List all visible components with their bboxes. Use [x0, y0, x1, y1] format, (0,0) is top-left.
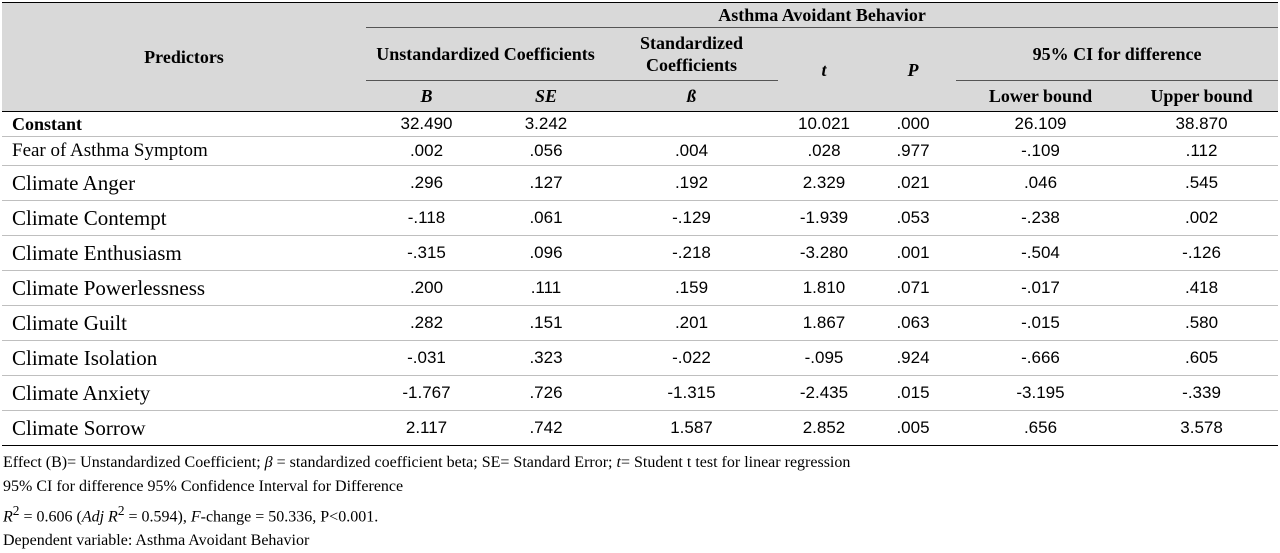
- cell-t: 2.852: [778, 411, 870, 446]
- table-row: [2, 236, 1278, 271]
- cell-lower: -3.195: [956, 376, 1125, 411]
- cell-t: 1.867: [778, 306, 870, 341]
- predictor-name: Climate Isolation: [2, 341, 366, 376]
- standardized-header: Standardized Coefficients: [605, 28, 778, 81]
- table-row: [2, 201, 1278, 236]
- cell-se: .726: [487, 376, 605, 411]
- note-line-3: $R^2 = 0.606$ (Adj $R^2 = 0.594$), F-change = 50.336, P<0.001.: [3, 503, 379, 526]
- cell-beta: -.218: [605, 236, 778, 271]
- table-row: [2, 341, 1278, 376]
- cell-lower: -.666: [956, 341, 1125, 376]
- cell-se: .111: [487, 271, 605, 306]
- cell-upper: 38.870: [1125, 112, 1278, 137]
- predictor-name: Climate Powerlessness: [2, 271, 366, 306]
- table-row: [2, 112, 1278, 137]
- cell-beta: -.022: [605, 341, 778, 376]
- cell-lower: 26.109: [956, 112, 1125, 137]
- cell-t: 10.021: [778, 112, 870, 137]
- cell-beta: [605, 112, 778, 137]
- cell-upper: 3.578: [1125, 411, 1278, 446]
- cell-p: .015: [870, 376, 956, 411]
- cell-lower: .046: [956, 166, 1125, 201]
- cell-se: .151: [487, 306, 605, 341]
- note-line-1: Effect (B)= Unstandardized Coefficient; β = standardized coefficient beta; SE= Standard Error; t= Student t test for linear regression: [3, 454, 851, 471]
- cell-t: 1.810: [778, 271, 870, 306]
- cell-beta: -1.315: [605, 376, 778, 411]
- b-header: B: [366, 81, 487, 112]
- cell-t: -2.435: [778, 376, 870, 411]
- unstandardized-header: Unstandardized Coefficients: [366, 28, 605, 81]
- cell-se: .323: [487, 341, 605, 376]
- table-row: [2, 376, 1278, 411]
- cell-beta: 1.587: [605, 411, 778, 446]
- predictor-name: Constant: [2, 112, 366, 137]
- cell-b: 2.117: [366, 411, 487, 446]
- cell-lower: -.109: [956, 137, 1125, 166]
- cell-p: .001: [870, 236, 956, 271]
- predictor-name: Climate Anxiety: [2, 376, 366, 411]
- table-row: [2, 411, 1278, 446]
- se-header: SE: [487, 81, 605, 112]
- cell-beta: .192: [605, 166, 778, 201]
- cell-se: 3.242: [487, 112, 605, 137]
- cell-b: -1.767: [366, 376, 487, 411]
- cell-lower: -.238: [956, 201, 1125, 236]
- note-line-4: Dependent variable: Asthma Avoidant Behavior: [3, 532, 310, 550]
- cell-upper: .002: [1125, 201, 1278, 236]
- cell-lower: -.017: [956, 271, 1125, 306]
- predictor-name: Climate Contempt: [2, 201, 366, 236]
- cell-p: .005: [870, 411, 956, 446]
- table-row: [2, 166, 1278, 201]
- cell-b: -.031: [366, 341, 487, 376]
- ci-header: 95% CI for difference: [956, 28, 1278, 81]
- cell-t: -3.280: [778, 236, 870, 271]
- predictors-header: Predictors: [2, 3, 366, 112]
- cell-t: -.095: [778, 341, 870, 376]
- cell-upper: .545: [1125, 166, 1278, 201]
- cell-lower: .656: [956, 411, 1125, 446]
- cell-beta: .004: [605, 137, 778, 166]
- cell-p: .924: [870, 341, 956, 376]
- regression-table-container: [2, 2, 1278, 446]
- cell-t: 2.329: [778, 166, 870, 201]
- cell-beta: .201: [605, 306, 778, 341]
- cell-b: .296: [366, 166, 487, 201]
- cell-se: .056: [487, 137, 605, 166]
- cell-se: .742: [487, 411, 605, 446]
- cell-upper: -.126: [1125, 236, 1278, 271]
- cell-p: .000: [870, 112, 956, 137]
- beta-header: ß: [605, 81, 778, 112]
- predictor-name: Climate Sorrow: [2, 411, 366, 446]
- cell-upper: .605: [1125, 341, 1278, 376]
- cell-se: .061: [487, 201, 605, 236]
- cell-upper: .580: [1125, 306, 1278, 341]
- cell-p: .053: [870, 201, 956, 236]
- cell-se: .127: [487, 166, 605, 201]
- cell-t: .028: [778, 137, 870, 166]
- predictor-name: Climate Enthusiasm: [2, 236, 366, 271]
- p-header: P: [870, 28, 956, 112]
- note-line-2: 95% CI for difference 95% Confidence Interval for Difference: [3, 478, 404, 495]
- cell-b: 32.490: [366, 112, 487, 137]
- cell-upper: .418: [1125, 271, 1278, 306]
- upper-bound-header: Upper bound: [1125, 81, 1278, 112]
- cell-b: -.315: [366, 236, 487, 271]
- table-row: [2, 271, 1278, 306]
- predictor-name: Fear of Asthma Symptom: [2, 137, 366, 166]
- table-notes: [3, 451, 850, 553]
- cell-b: .200: [366, 271, 487, 306]
- lower-bound-header: Lower bound: [956, 81, 1125, 112]
- group-header: Asthma Avoidant Behavior: [366, 3, 1278, 28]
- t-header: t: [778, 28, 870, 112]
- cell-upper: -.339: [1125, 376, 1278, 411]
- cell-beta: .159: [605, 271, 778, 306]
- cell-p: .071: [870, 271, 956, 306]
- cell-b: -.118: [366, 201, 487, 236]
- cell-beta: -.129: [605, 201, 778, 236]
- cell-p: .021: [870, 166, 956, 201]
- cell-lower: -.015: [956, 306, 1125, 341]
- cell-b: .002: [366, 137, 487, 166]
- predictor-name: Climate Anger: [2, 166, 366, 201]
- table-row: [2, 306, 1278, 341]
- cell-t: -1.939: [778, 201, 870, 236]
- predictor-name: Climate Guilt: [2, 306, 366, 341]
- regression-table: [2, 2, 1278, 446]
- cell-p: .063: [870, 306, 956, 341]
- cell-lower: -.504: [956, 236, 1125, 271]
- cell-se: .096: [487, 236, 605, 271]
- table-row: [2, 137, 1278, 166]
- cell-upper: .112: [1125, 137, 1278, 166]
- cell-b: .282: [366, 306, 487, 341]
- cell-p: .977: [870, 137, 956, 166]
